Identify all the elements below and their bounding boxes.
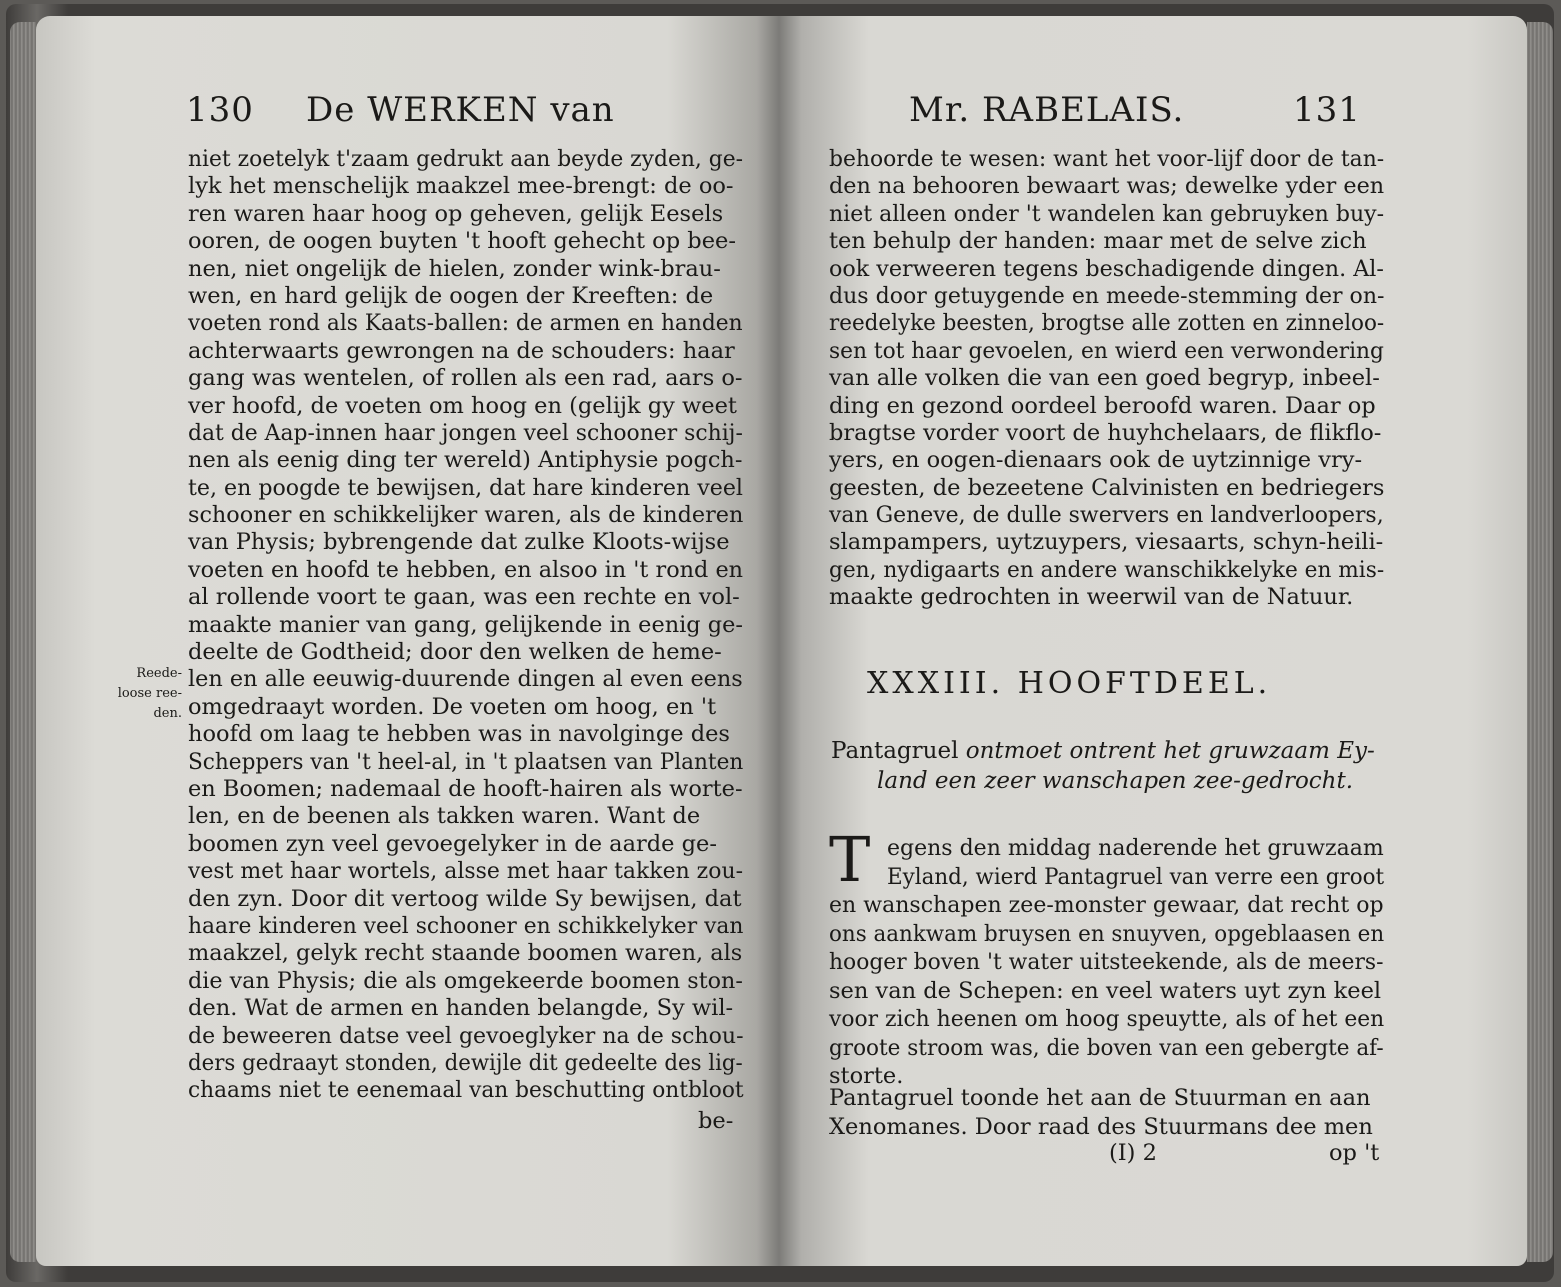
left-running-head: De WERKEN van [306,90,615,130]
text-line: dat de Aap-innen haar jongen veel schooner schij- [188,419,743,446]
text-line: van alle volken die van een goed begryp, inbeel- [829,365,1380,392]
right-running-head: Mr. RABELAIS. [909,90,1185,130]
text-line: al rollende voort te gaan, was een rechte en vol- [188,584,740,611]
text-line: Xenomanes. Door raad des Stuurmans dee men [829,1113,1373,1140]
right-running-header [909,90,1379,134]
text-line: maakte gedrochten in weerwil van de Natuur. [829,584,1354,611]
signature-mark: (I) 2 [1109,1140,1157,1166]
text-line: ook verweeren tegens beschadigende dingen. Al- [829,255,1384,282]
chapter-heading: XXXIII. HOOFTDEEL. [867,666,1272,701]
text-line: dus door getuygende en meede-stemming der on- [829,282,1385,309]
text-line: van Geneve, de dulle swervers en landverloopers, [829,502,1384,529]
text-line: den na behooren bewaart was; dewelke yder een [829,173,1385,200]
margin-note-line: Reede- [136,666,182,681]
text-line: den. Wat de armen en handen belangde, Sy wil- [188,995,734,1022]
text-line: en Boomen; nademaal de hooft-hairen als worte- [188,775,743,802]
margin-note-line: den. [153,706,182,721]
text-line: sen van de Schepen: en veel waters uyt zyn keel [829,977,1382,1004]
chapter-paragraph-1 [829,823,1385,1091]
drop-cap: T [829,823,871,896]
text-line: en wanschapen zee-monster gewaar, dat recht op [829,892,1384,918]
text-line: reedelyke beesten, brogtse alle zotten en zinneloo- [829,310,1385,337]
text-line: len, en de beenen als takken waren. Want de [188,803,701,830]
text-line: maakzel, gelyk recht staande boomen waren, als [188,940,743,967]
text-line: schooner en schikkelijker waren, als de kinderen [188,502,744,529]
right-page [779,16,1527,1266]
margin-note-line: loose ree- [117,686,182,701]
text-line: sen tot haar gevoelen, en wierd een verwondering [829,337,1384,364]
text-line: omgedraayt worden. De voeten om hoog, en 't [188,693,717,720]
right-body-text [829,146,1384,612]
text-line: yers, en oogen-dienaars ook de uytzinnige vry- [829,447,1363,474]
book-spread [6,4,1554,1282]
text-line: vest met haar wortels, alsse met haar takken zou- [188,858,744,885]
text-line: hooger boven 't water uitsteekende, als de meers- [829,949,1384,975]
left-catchword: be- [698,1108,734,1134]
text-line: ding en gezond oordeel beroofd waren. Daar op [829,392,1376,419]
left-page-number: 130 [186,90,254,130]
right-page-number: 131 [1293,90,1361,130]
text-line: geesten, de bezeetene Calvinisten en bedriegers [829,474,1385,501]
text-line: nen als eenig ding ter wereld) Antiphysie pogch- [188,447,743,474]
text-line: voeten en hoofd te hebben, en alsoo in 't rond en [188,556,744,583]
left-running-header [186,90,746,134]
text-line: de beweeren datse veel gevoeglyker na de schou- [188,1022,744,1049]
text-line: slampampers, uytzuypers, viesaarts, schyn-heili- [829,529,1384,556]
text-line: van Physis; bybrengende dat zulke Kloots-wijse [188,529,730,556]
text-line: ten behulp der handen: maar met de selve zich [829,228,1367,255]
text-line: bragtse vorder voort de huyhchelaars, de flikflo- [829,419,1382,446]
chapter-subtitle [831,736,1391,796]
text-line: ons aankwam bruysen en snuyven, opgeblaasen en [829,920,1385,947]
text-line: hoofd om laag te hebben was in navolginge des [188,721,730,748]
subtitle-name: Pantagruel [831,738,959,764]
text-line: chaams niet te eenemaal van beschutting ontbloot [188,1077,744,1104]
text-line: gen, nydigaarts en andere wanschikkelyke en mis- [829,556,1385,583]
text-line: Pantagruel toonde het aan de Stuurman en aan [829,1085,1371,1111]
text-line: die van Physis; die als omgekeerde boomen ston- [188,967,743,994]
text-line: lyk het menschelijk maakzel mee-brengt: de oo- [188,173,734,200]
text-line: Scheppers van 't heel-al, in 't plaatsen van Planten [188,748,744,775]
text-line: ren waren haar hoog op geheven, gelijk Eesels [188,200,724,227]
page-edges-left [10,22,36,1262]
subtitle-line2: land een zeer wanschapen zee-gedrocht. [877,768,1354,794]
text-line: nen, niet ongelijk de hielen, zonder wink-brau- [188,255,721,282]
text-line: storte. [829,1063,904,1089]
text-line: Eyland, wierd Pantagruel van verre een groot [887,863,1385,890]
text-line: voeten rond als Kaats-ballen: de armen en handen [188,310,743,337]
text-line: behoorde te wesen: want het voor-lijf door de tan- [829,146,1385,172]
text-line: gang was wentelen, of rollen als een rad, aars o- [188,365,743,392]
text-line: groote stroom was, die boven van een gebergte af- [829,1034,1384,1061]
text-line: niet zoetelyk t'zaam gedrukt aan beyde zyden, ge- [188,146,743,172]
text-line: boomen zyn veel gevoegelyker in de aarde ge- [188,830,717,857]
text-line: den zyn. Door dit vertoog wilde Sy bewijsen, dat [188,885,742,912]
text-line: niet alleen onder 't wandelen kan gebruyken buy- [829,200,1385,227]
text-line: egens den middag naderende het gruwzaam [887,835,1384,861]
text-line: deelte de Godtheid; door den welken de heme- [188,639,722,666]
text-line: achterwaarts gewrongen na de schouders: haar [188,337,735,364]
text-line: ders gedraayt stonden, dewijle dit gedeelte des lig- [188,1049,743,1076]
left-margin-note [92,664,182,724]
text-line: haare kinderen veel schooner en schikkelyker van [188,912,744,939]
text-line: wen, en hard gelijk de oogen der Kreeften: de [188,282,714,309]
text-line: voor zich heenen om hoog speuytte, als of het een [829,1006,1385,1032]
right-catchword: op 't [1329,1140,1380,1166]
text-line: ver hoofd, de voeten om hoog en (gelijk gy weet [188,392,737,419]
chapter-paragraph-2 [829,1084,1384,1141]
text-line: ooren, de oogen buyten 't hooft gehecht op bee- [188,228,736,255]
subtitle-line1: ontmoet ontrent het gruwzaam Ey- [965,738,1375,764]
left-page [36,16,779,1266]
text-line: te, en poogde te bewijsen, dat hare kinderen veel [188,474,743,501]
page-edges-right [1527,22,1553,1262]
text-line: maakte manier van gang, gelijkende in eenig ge- [188,611,743,638]
left-body-text [188,146,743,1105]
text-line: len en alle eeuwig-duurende dingen al even eens [188,666,743,693]
